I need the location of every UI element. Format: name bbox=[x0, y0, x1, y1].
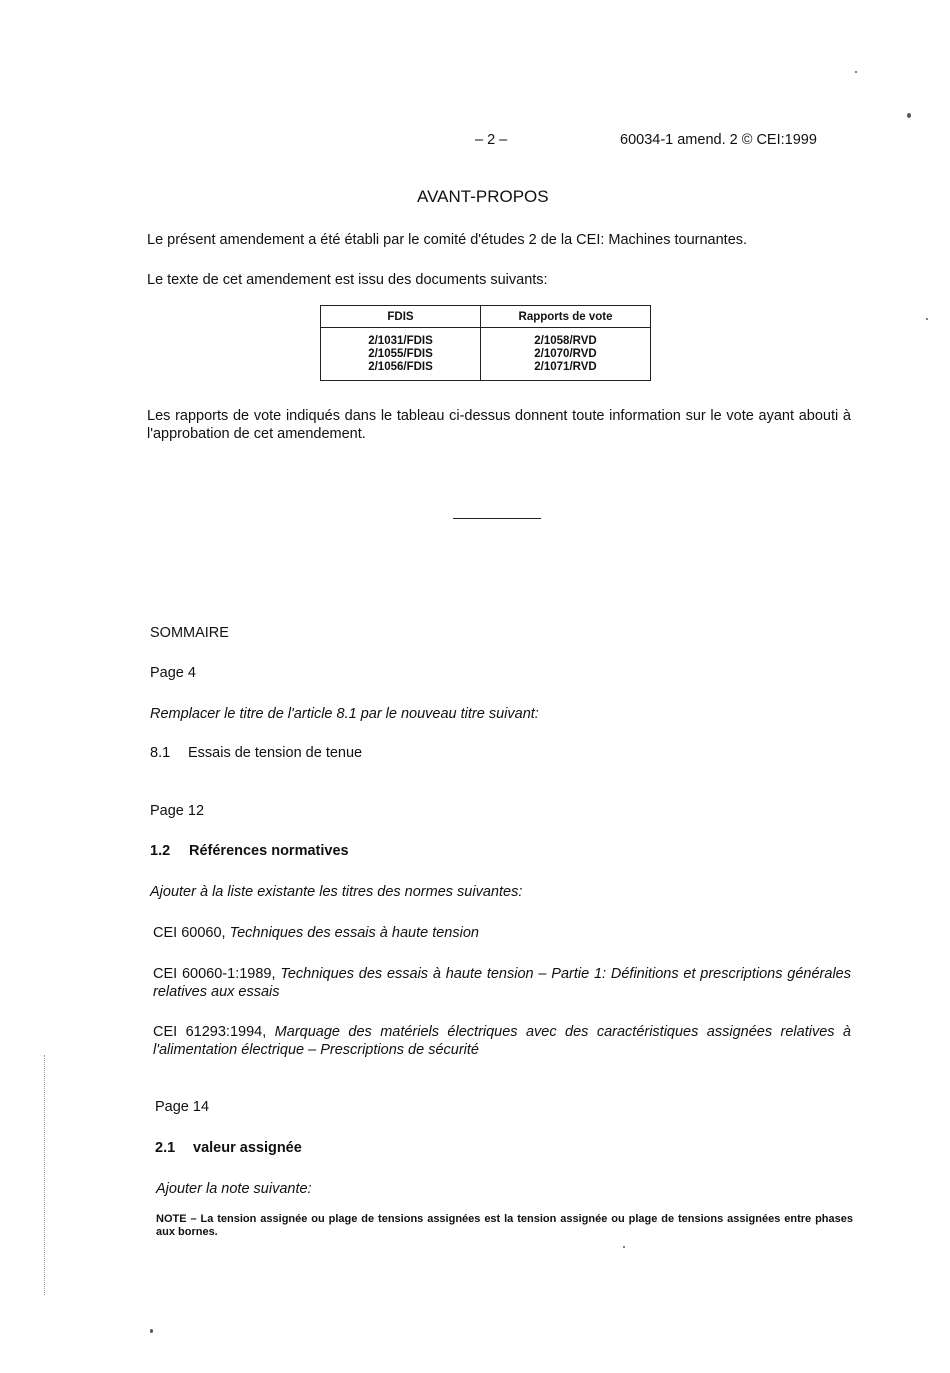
table-header-rvd: Rapports de vote bbox=[481, 306, 651, 328]
clause-8-1-number: 8.1 bbox=[150, 745, 171, 761]
page-4-label: Page 4 bbox=[150, 665, 196, 681]
sommaire-instruction: Remplacer le titre de l'article 8.1 par le nouveau titre suivant: bbox=[150, 706, 539, 722]
fdis-item: 2/1055/FDIS bbox=[368, 347, 433, 360]
clause-8-1-title: Essais de tension de tenue bbox=[188, 745, 363, 761]
rvd-cell bbox=[481, 328, 651, 381]
document-reference: 60034-1 amend. 2 © CEI:1999 bbox=[620, 132, 817, 148]
rvd-item: 2/1071/RVD bbox=[534, 360, 597, 373]
heading-1-2-number: 1.2 bbox=[150, 843, 171, 859]
reference-title: Techniques des essais à haute tension bbox=[229, 925, 479, 941]
voting-documents-table bbox=[320, 305, 651, 381]
heading-1-2-title: Références normatives bbox=[189, 843, 349, 859]
sommaire-title: SOMMAIRE bbox=[150, 625, 229, 641]
scan-speck bbox=[907, 113, 911, 118]
fdis-cell bbox=[321, 328, 481, 381]
section-divider bbox=[453, 518, 541, 519]
foreword-title: AVANT-PROPOS bbox=[417, 187, 549, 206]
scan-edge-line bbox=[44, 1055, 45, 1295]
page-12-label: Page 12 bbox=[150, 803, 205, 819]
reference-code: CEI 60060-1:1989, bbox=[153, 966, 276, 982]
reference-item bbox=[153, 965, 851, 1001]
reference-title: Techniques des essais à haute tension – Partie 1: Définitions et prescriptions générales relatives aux essais bbox=[153, 966, 851, 1000]
reference-item bbox=[153, 1023, 851, 1059]
rvd-item: 2/1070/RVD bbox=[534, 347, 597, 360]
reference-code: CEI 60060, bbox=[153, 925, 226, 941]
page-14-label: Page 14 bbox=[155, 1099, 210, 1115]
heading-2-1-title: valeur assignée bbox=[193, 1140, 302, 1156]
scan-speck bbox=[623, 1246, 625, 1248]
references-instruction: Ajouter à la liste existante les titres des normes suivantes: bbox=[150, 884, 523, 900]
fdis-item: 2/1056/FDIS bbox=[368, 360, 433, 373]
page-number: – 2 – bbox=[475, 132, 508, 148]
fdis-item: 2/1031/FDIS bbox=[368, 334, 433, 347]
note-text: NOTE – La tension assignée ou plage de tensions assignées est la tension assignée ou plage de tensions assignées entre phases aux bornes. bbox=[156, 1213, 853, 1238]
scan-speck bbox=[855, 71, 857, 73]
vote-note: Les rapports de vote indiqués dans le tableau ci-dessus donnent toute information sur le vote ayant abouti à l'approbation de cet amendement. bbox=[147, 408, 851, 442]
reference-item bbox=[153, 924, 851, 942]
scan-speck bbox=[150, 1329, 153, 1333]
reference-code: CEI 61293:1994, bbox=[153, 1024, 267, 1040]
table-header-row bbox=[321, 306, 651, 328]
reference-title: Marquage des matériels électriques avec des caractéristiques assignées relatives à l'alimentation électrique – Prescriptions de sécurité bbox=[153, 1024, 851, 1058]
table-row bbox=[321, 328, 651, 381]
documents-intro: Le texte de cet amendement est issu des documents suivants: bbox=[147, 272, 548, 288]
scan-speck bbox=[926, 318, 928, 320]
note-instruction: Ajouter la note suivante: bbox=[156, 1181, 312, 1197]
foreword-intro: Le présent amendement a été établi par le comité d'études 2 de la CEI: Machines tournantes. bbox=[147, 232, 748, 248]
table-header-fdis: FDIS bbox=[321, 306, 481, 328]
heading-2-1-number: 2.1 bbox=[155, 1140, 176, 1156]
rvd-item: 2/1058/RVD bbox=[534, 334, 597, 347]
